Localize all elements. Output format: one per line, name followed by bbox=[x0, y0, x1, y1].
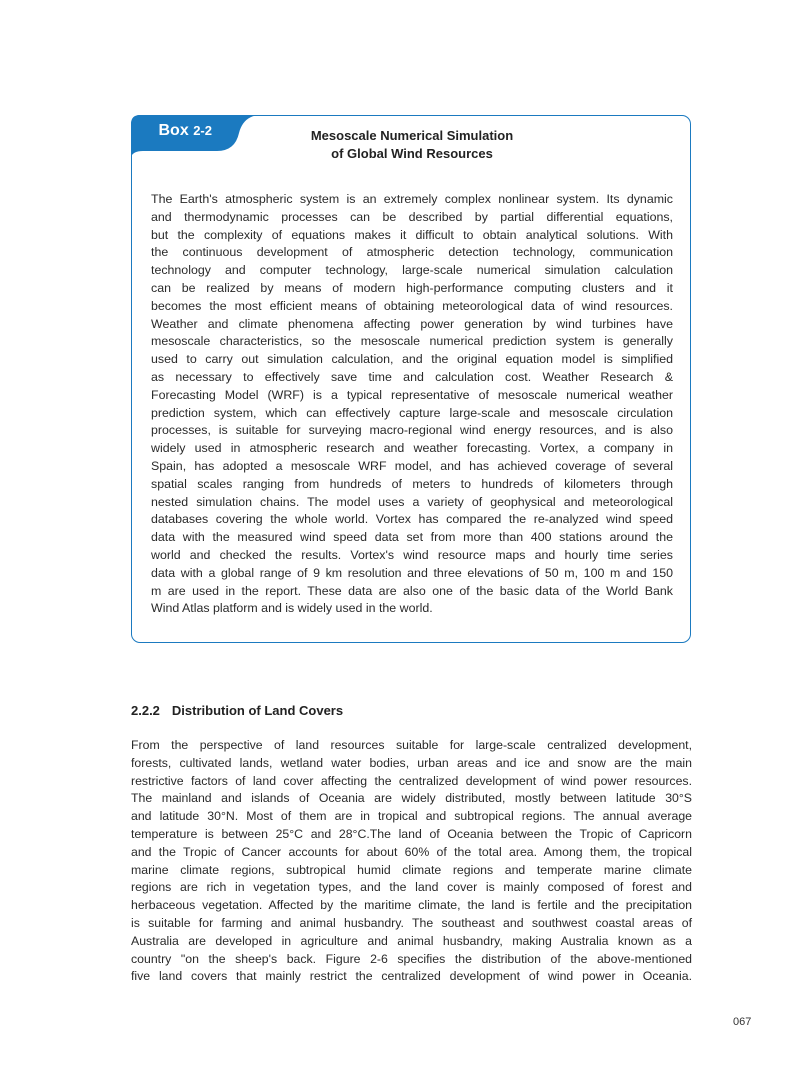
box-label-text: Box bbox=[158, 121, 189, 139]
text-line: data with the measured wind speed data set from more than 400 stations around the bbox=[151, 530, 673, 545]
box-title-line: Mesoscale Numerical Simulation bbox=[310, 128, 514, 143]
text-line: Australia are developed in agriculture and animal husbandry, making Australia known as a bbox=[131, 933, 692, 948]
text-line: widely used in atmospheric research and weather forecasting. Vortex, a company in bbox=[151, 441, 673, 456]
box-label bbox=[159, 122, 212, 140]
text-line: m are used in the report. These data are also one of the basic data of the World Bank bbox=[151, 583, 673, 598]
text-line: nested simulation chains. The model uses a variety of geophysical and meteorological bbox=[151, 494, 673, 509]
box-body bbox=[151, 191, 673, 618]
text-line: as necessary to effectively save time and calculation cost. Weather Research & bbox=[151, 369, 673, 384]
text-line: databases covering the whole world. Vortex has compared the re-analyzed wind speed bbox=[151, 512, 673, 527]
box-title-line: of Global Wind Resources bbox=[331, 146, 493, 161]
text-line: and the Tropic of Cancer accounts for about 60% of the total area. Among them, the tropical bbox=[131, 844, 692, 859]
page-number: 067 bbox=[733, 1016, 752, 1028]
text-line: can be realized by means of modern high-performance computing clusters and it bbox=[151, 280, 673, 295]
text-line: Weather and climate phenomena affecting power generation by wind turbines have bbox=[151, 316, 673, 331]
text-line: country "on the sheep's back. Figure 2-6 specifies the distribution of the above-mentioned bbox=[131, 951, 692, 966]
text-line: and thermodynamic processes can be described by partial differential equations, bbox=[151, 209, 673, 224]
text-line: data with a global range of 9 km resolution and three elevations of 50 m, 100 m and 150 bbox=[151, 565, 673, 580]
text-line: used to carry out simulation calculation, and the original equation model is simplified bbox=[151, 352, 673, 367]
text-line: restrictive factors of land cover affecting the centralized development of wind power resources. bbox=[131, 773, 692, 788]
text-line: herbaceous vegetation. Affected by the maritime climate, the land is fertile and the precipitation bbox=[131, 898, 692, 913]
section-body bbox=[131, 737, 692, 986]
text-line: Spain, has adopted a mesoscale WRF model, and has achieved coverage of several bbox=[151, 458, 673, 473]
box-number: 2-2 bbox=[193, 122, 212, 138]
text-line: prediction system, which can effectively capture large-scale and mesoscale circulation bbox=[151, 405, 673, 420]
text-line: forests, cultivated lands, wetland water bodies, urban areas and ice and snow are the main bbox=[131, 755, 692, 770]
text-line: marine climate regions, subtropical humid climate regions and temperate marine climate bbox=[131, 862, 692, 877]
text-line: processes, is suitable for surveying macro-regional wind energy resources, and is also bbox=[151, 423, 673, 438]
section-heading bbox=[131, 703, 343, 718]
text-line: five land covers that mainly restrict the centralized development of wind power in Oceania. bbox=[131, 969, 692, 984]
text-line: and latitude 30°N. Most of them are in tropical and subtropical regions. The annual average bbox=[131, 809, 692, 824]
text-line: The Earth's atmospheric system is an extremely complex nonlinear system. Its dynamic bbox=[151, 192, 673, 206]
text-line: From the perspective of land resources suitable for large-scale centralized development, bbox=[131, 738, 692, 752]
box-tab bbox=[131, 115, 259, 157]
text-line: regions are rich in vegetation types, and the land cover is mainly composed of forest and bbox=[131, 880, 692, 895]
text-line: but the complexity of equations makes it difficult to obtain analytical solutions. With bbox=[151, 227, 673, 242]
info-box bbox=[131, 115, 691, 643]
box-title bbox=[272, 127, 552, 163]
text-line: is suitable for farming and animal husbandry. The southeast and southwest coastal areas of bbox=[131, 915, 692, 930]
text-line: Wind Atlas platform and is widely used in the world. bbox=[151, 601, 433, 616]
section-number: 2.2.2 bbox=[131, 703, 160, 718]
text-line: spatial scales ranging from hundreds of meters to hundreds of kilometers through bbox=[151, 476, 673, 491]
section-title: Distribution of Land Covers bbox=[171, 703, 344, 718]
text-line: temperature is between 25°C and 28°C.The land of Oceania between the Tropic of Capricorn bbox=[131, 826, 692, 841]
text-line: mesoscale characteristics, so the mesoscale numerical prediction system is generally bbox=[151, 334, 673, 349]
text-line: technology and computer technology, large-scale numerical simulation calculation bbox=[151, 263, 673, 278]
text-line: world and checked the results. Vortex's wind resource maps and hourly time series bbox=[151, 547, 673, 562]
text-line: becomes the most efficient means of obtaining meteorological data of wind resources. bbox=[151, 298, 673, 313]
text-line: Forecasting Model (WRF) is a typical representative of mesoscale numerical weather bbox=[151, 387, 673, 402]
text-line: the continuous development of atmospheric detection technology, communication bbox=[151, 245, 673, 260]
text-line: The mainland and islands of Oceania are widely distributed, mostly between latitude 30°S bbox=[131, 791, 692, 806]
